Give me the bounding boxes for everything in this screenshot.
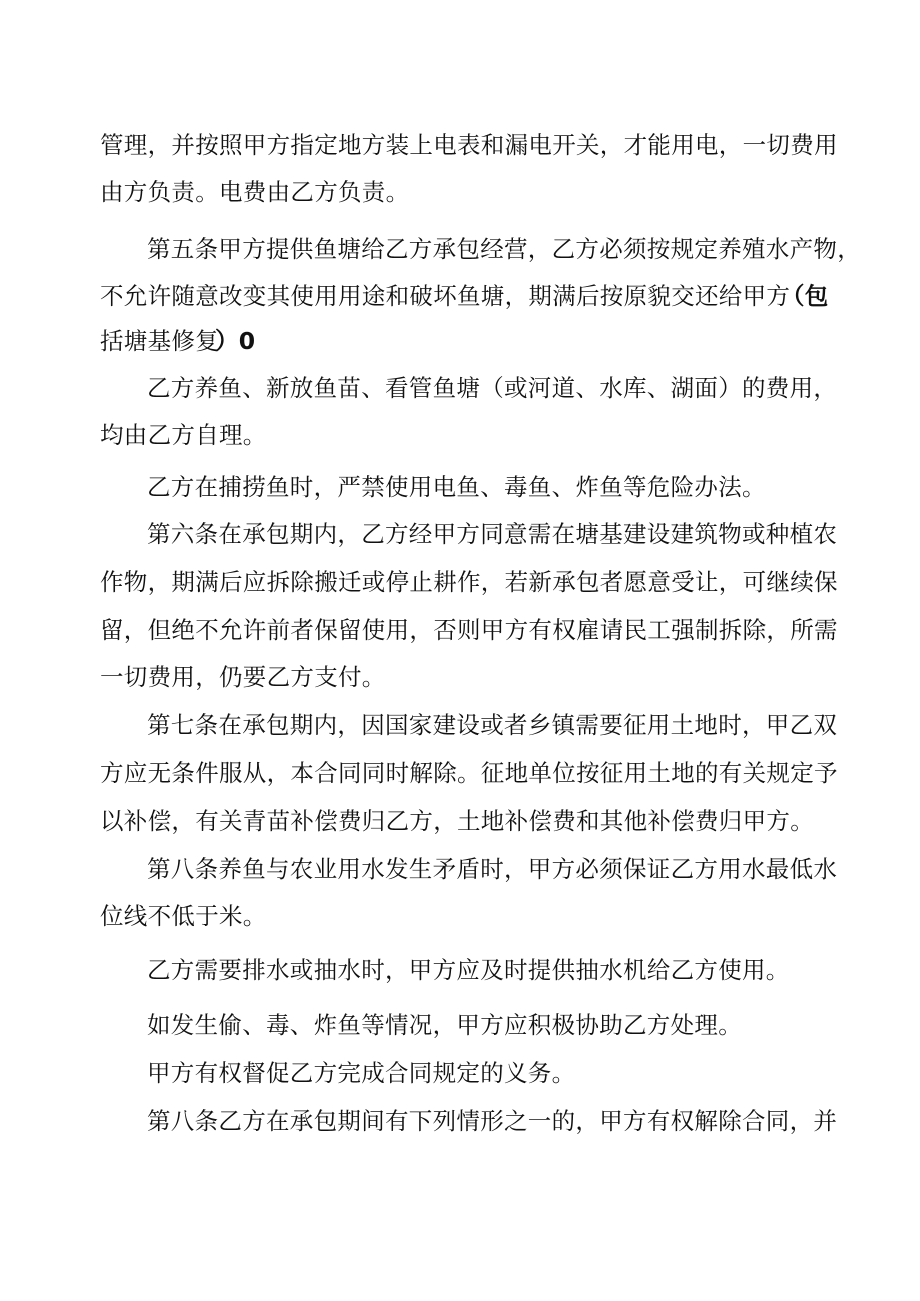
text-line-4: 不允许随意改变其使用用途和破坏鱼塘，期满后按原貌交还给甲方: [100, 282, 791, 310]
text-line-11: 留，但绝不允许前者保留使用，否则甲方有权雇请民工强制拆除，所需: [100, 616, 838, 644]
text-line-10: 作物，期满后应拆除搬迁或停止耕作，若新承包者愿意受让，可继续保: [100, 568, 838, 596]
text-line-4-bracket: （包: [781, 282, 829, 310]
text-line-12: 一切费用，仍要乙方支付。: [100, 663, 386, 691]
text-line-3: 第五条甲方提供鱼塘给乙方承包经营，乙方必须按规定养殖水产物，: [147, 235, 861, 263]
text-line-6: 乙方养鱼、新放鱼苗、看管鱼塘（或河道、水库、湖面）的费用，: [147, 374, 838, 402]
text-line-18: 乙方需要排水或抽水时，甲方应及时提供抽水机给乙方使用。: [147, 956, 790, 984]
text-line-21: 第八条乙方在承包期间有下列情形之一的，甲方有权解除合同，并: [147, 1107, 838, 1135]
text-line-16: 第八条养鱼与农业用水发生矛盾时，甲方必须保证乙方用水最低水: [147, 855, 838, 883]
text-line-15: 以补偿，有关青苗补偿费归乙方，土地补偿费和其他补偿费归甲方。: [100, 807, 814, 835]
text-line-14: 方应无条件服从，本合同同时解除。征地单位按征用土地的有关规定予: [100, 759, 838, 787]
text-line-17: 位线不低于米。: [100, 902, 267, 930]
text-line-8: 乙方在捕捞鱼时，严禁使用电鱼、毒鱼、炸鱼等危险办法。: [147, 473, 766, 501]
text-line-9: 第六条在承包期内，乙方经甲方同意需在塘基建设建筑物或种植农: [147, 520, 838, 548]
text-line-19: 如发生偷、毒、炸鱼等情况，甲方应积极协助乙方处理。: [147, 1011, 742, 1039]
text-line-5-ending: ）0: [215, 327, 256, 355]
text-line-2: 由方负责。电费由乙方负责。: [100, 178, 410, 206]
text-line-7: 均由乙方自理。: [100, 421, 267, 449]
text-line-1: 管理，并按照甲方指定地方装上电表和漏电开关，才能用电，一切费用: [100, 131, 838, 159]
text-line-5: 括塘基修复: [100, 327, 219, 355]
text-line-13: 第七条在承包期内，因国家建设或者乡镇需要征用土地时，甲乙双: [147, 711, 838, 739]
text-line-20: 甲方有权督促乙方完成合同规定的义务。: [147, 1059, 576, 1087]
